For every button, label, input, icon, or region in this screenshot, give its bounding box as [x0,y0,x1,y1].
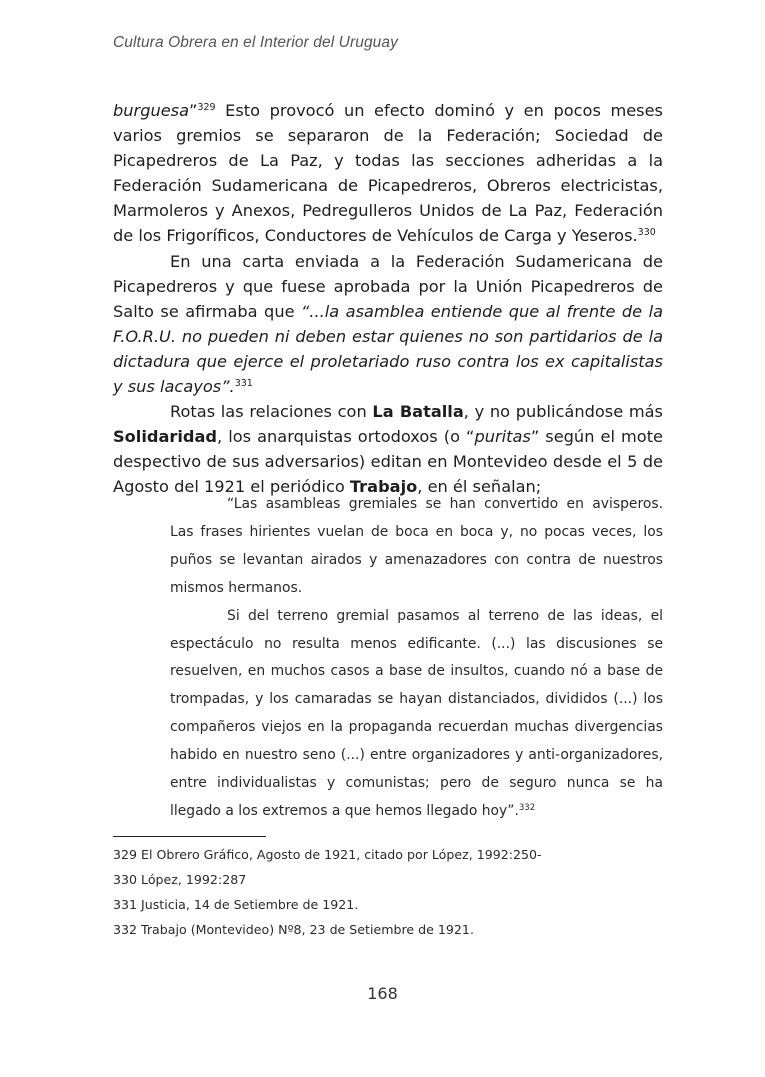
paragraph-2-text: En una carta enviada a la Federación Sudamericana de Picapedreros y que fuese aprobada por la Unión Picapedreros de Salto se afirmaba que [113,251,663,321]
periodical-title: Trabajo [349,477,418,497]
paragraph-2 [113,249,663,400]
footnotes [113,842,673,942]
paragraph-3-text: , en él señalan; [417,477,542,497]
quote-paragraph-1: “Las asambleas gremiales se han convertido en avisperos. Las frases hirientes vuelan de boca en boca y, no pocas veces, los puños se levantan airados y amenazadores con contra de nuestros mismos hermanos. [170,496,663,596]
italic-word: puritas [474,427,531,447]
footnote-ref-330[interactable]: 330 [637,227,656,239]
paragraph-3-text: , los anarquistas ortodoxos (o “ [217,427,475,447]
paragraph-1-text: Esto provocó un efecto dominó y en pocos meses varios gremios se separaron de la Federación; Sociedad de Picapedreros de La Paz, y todas las secciones adheridas a la Federación Sudamericana de Picapedreros, Obreros electricistas, Marmoleros y Anexos, Pedregulleros Unidos de La Paz, Federación de los Frigoríficos, Conductores de Vehículos de Carga y Yeseros. [113,101,663,246]
page-number: 168 [367,984,398,1003]
footnote-330: 330 López, 1992:287 [113,872,247,887]
footnote-329: 329 El Obrero Gráfico, Agosto de 1921, citado por López, 1992:250- [113,847,542,862]
footnote-332: 332 Trabajo (Montevideo) Nº8, 23 de Setiembre de 1921. [113,922,474,937]
italic-word: burguesa [113,101,190,120]
running-header: Cultura Obrera en el Interior del Uruguay [113,34,398,51]
paragraph-1 [113,98,663,249]
footnote-separator [113,836,266,837]
main-text [113,98,663,500]
footnote-331: 331 Justicia, 14 de Setiembre de 1921. [113,897,359,912]
footnote-ref-329[interactable]: 329 [197,102,216,113]
italic-quotation: “...la asamblea entiende que al frente de la F.O.R.U. no pueden ni deben estar quienes no son partidarios de la dictadura que ejerce el proletariado ruso contra los ex capitalistas y sus lacayos”. [113,301,663,397]
closing-quote: ” [189,101,198,120]
footnote-ref-332[interactable]: 332 [518,802,536,813]
quote-paragraph-2 [170,603,663,826]
paragraph-3-text: ” según el mote despectivo de sus adversarios) editan en Montevideo desde el 5 de Agosto del 1921 el periódico [113,427,663,497]
quote-paragraph-2-text: Si del terreno gremial pasamos al terreno de las ideas, el espectáculo no resulta menos edificante. (...) las discusiones se resuelven, en muchos casos a base de insultos, cuando nó a base de trompadas, y los camaradas se hayan distanciados, divididos (...) los compañeros viejos en la propaganda recuerdan muchas divergencias habido en nuestro seno (...) entre organizadores y anti-organizadores, entre individualistas y comunistas; pero de seguro nunca se ha llegado a los extremos a que hemos llegado hoy”. [170,607,663,819]
periodical-title: La Batalla [372,402,464,422]
paragraph-3-text: Rotas las relaciones con [170,402,373,422]
paragraph-3 [113,399,663,499]
block-quote [170,491,663,826]
periodical-title: Solidaridad [113,427,218,447]
footnote-ref-331[interactable]: 331 [234,378,253,390]
paragraph-3-text: , y no publicándose más [463,402,663,422]
